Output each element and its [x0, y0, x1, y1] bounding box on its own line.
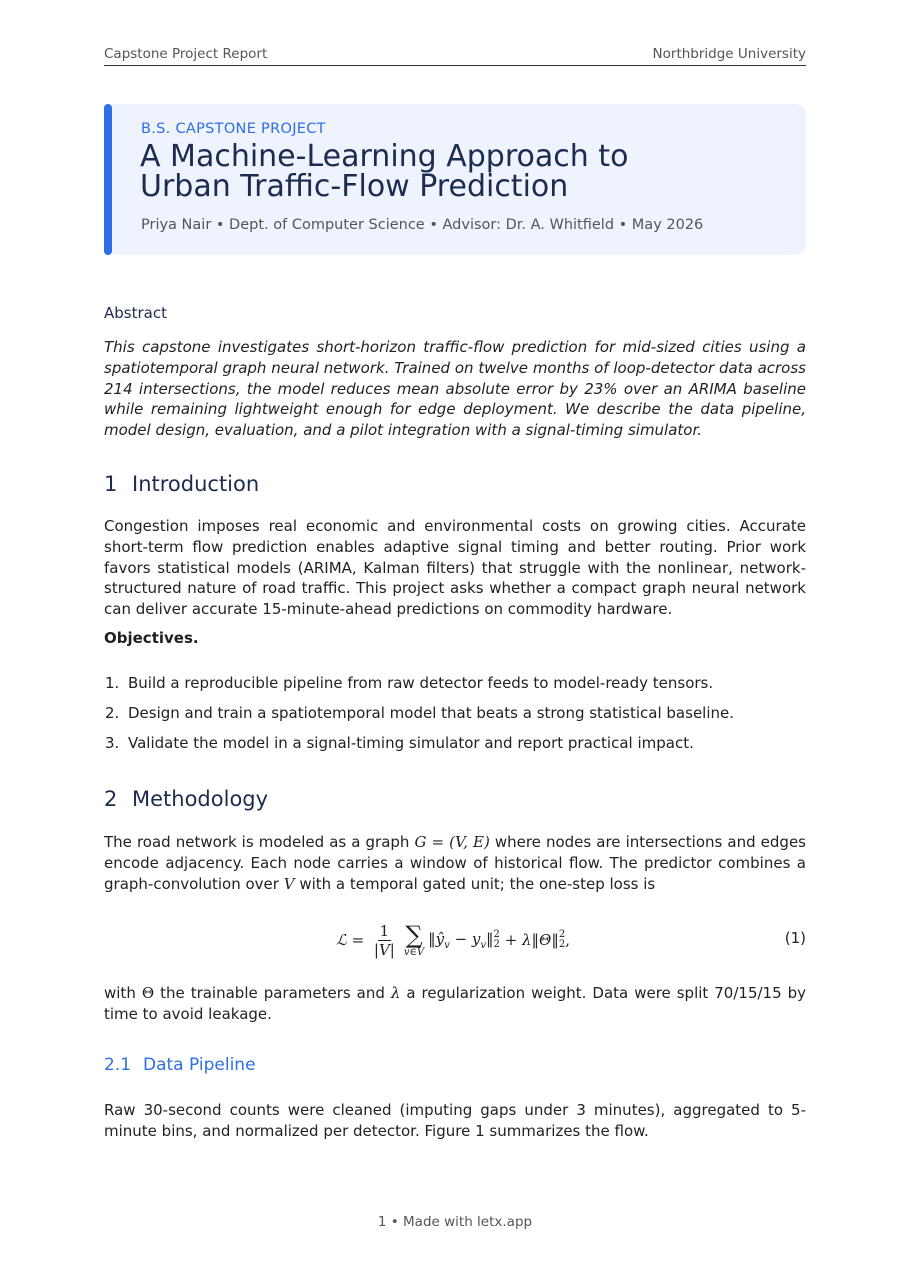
text-run: a regularization weight. Data were split 70/15/15 by time to avoid leakage.	[104, 984, 807, 1023]
section-title: Introduction	[132, 472, 260, 496]
list-text: Design and train a spatiotemporal model that beats a strong statistical baseline.	[128, 704, 735, 722]
text-run: the trainable parameters and	[154, 984, 391, 1002]
section-heading-methodology	[104, 787, 268, 811]
text-run: where nodes are intersections and edges encode adjacency. Each node carries a window of historical flow. The predictor combines a graph-convolution over	[104, 833, 806, 893]
data-pipeline-paragraph: Raw 30-second counts were cleaned (imputing gaps under 3 minutes), aggregated to 5-minute bins, and normalized per detector. Figure 1 summarizes the flow.	[104, 1101, 806, 1140]
subsection-number: 2.1	[104, 1055, 132, 1075]
title-line-1: A Machine-Learning Approach to	[140, 139, 629, 174]
section-title: Methodology	[132, 787, 269, 811]
list-text: Validate the model in a signal-timing simulator and report practical impact.	[128, 734, 694, 752]
objectives-list	[104, 674, 806, 764]
title-kicker: B.S. CAPSTONE PROJECT	[141, 121, 326, 137]
methodology-paragraph-1	[104, 832, 806, 894]
section-number: 2	[104, 787, 118, 811]
list-text: Build a reproducible pipeline from raw detector feeds to model-ready tensors.	[128, 674, 714, 692]
title-accent-bar	[104, 104, 112, 255]
subsection-heading-data-pipeline	[104, 1055, 256, 1075]
header-left-text: Capstone Project Report	[104, 46, 268, 62]
text-run: The road network is modeled as a graph	[104, 833, 415, 851]
title-block	[104, 104, 806, 255]
text-run: with a temporal gated unit; the one-step loss is	[294, 874, 656, 893]
list-number: 3.	[105, 734, 120, 752]
list-item	[104, 674, 806, 704]
text-run: with	[104, 984, 142, 1002]
list-item	[104, 734, 806, 764]
running-header	[104, 46, 806, 66]
subsection-title: Data Pipeline	[143, 1055, 256, 1075]
equation-body: ℒ = $\frac{1}{|V|}$ ∑ v∈V $‖ŷ_v$ − $y_v‖$ 2 2 + λ‖Θ‖ 2 2 ,	[336, 920, 570, 959]
abstract-text: This capstone investigates short-horizon traffic-flow prediction for mid-sized cities using a spatiotemporal graph neural network. Trained on twelve months of loop-detector data across 214 intersections, the model reduces mean absolute error by 23% over an ARIMA baseline while remaining lightweight enough for edge deployment. We describe the data pipeline, model design, evaluation, and a pilot integration with a signal-timing simulator.	[104, 338, 806, 440]
loss-equation	[104, 915, 806, 969]
abstract-heading: Abstract	[104, 304, 167, 322]
title-line-2: Urban Traffic-Flow Prediction	[140, 169, 569, 204]
objectives-label: Objectives.	[104, 629, 199, 647]
page-title	[140, 139, 780, 204]
equation-number: (1)	[784, 929, 806, 947]
section-number: 1	[104, 472, 118, 496]
methodology-paragraph-2	[104, 983, 806, 1025]
list-item	[104, 704, 806, 734]
byline: Priya Nair • Dept. of Computer Science • Advisor: Dr. A. Whitfield • May 2026	[141, 217, 704, 233]
section-heading-introduction	[104, 472, 259, 496]
list-number: 2.	[105, 704, 120, 722]
inline-math: Θ	[141, 984, 155, 1002]
page-footer: 1 • Made with letx.app	[377, 1214, 533, 1230]
list-number: 1.	[105, 674, 120, 692]
introduction-paragraph: Congestion imposes real economic and environmental costs on growing cities. Accurate short-term flow prediction enables adaptive signal timing and better routing. Prior work favors statistical models (ARIMA, Kalman filters) that struggle with the nonlinear, network-structured nature of road traffic. This project asks whether a compact graph neural network can deliver accurate 15-minute-ahead predictions on commodity hardware.	[104, 517, 806, 619]
inline-math: G = (V, E)	[414, 833, 490, 851]
inline-math: λ	[390, 984, 401, 1002]
header-right-text: Northbridge University	[652, 46, 806, 62]
inline-math: V	[283, 874, 295, 893]
